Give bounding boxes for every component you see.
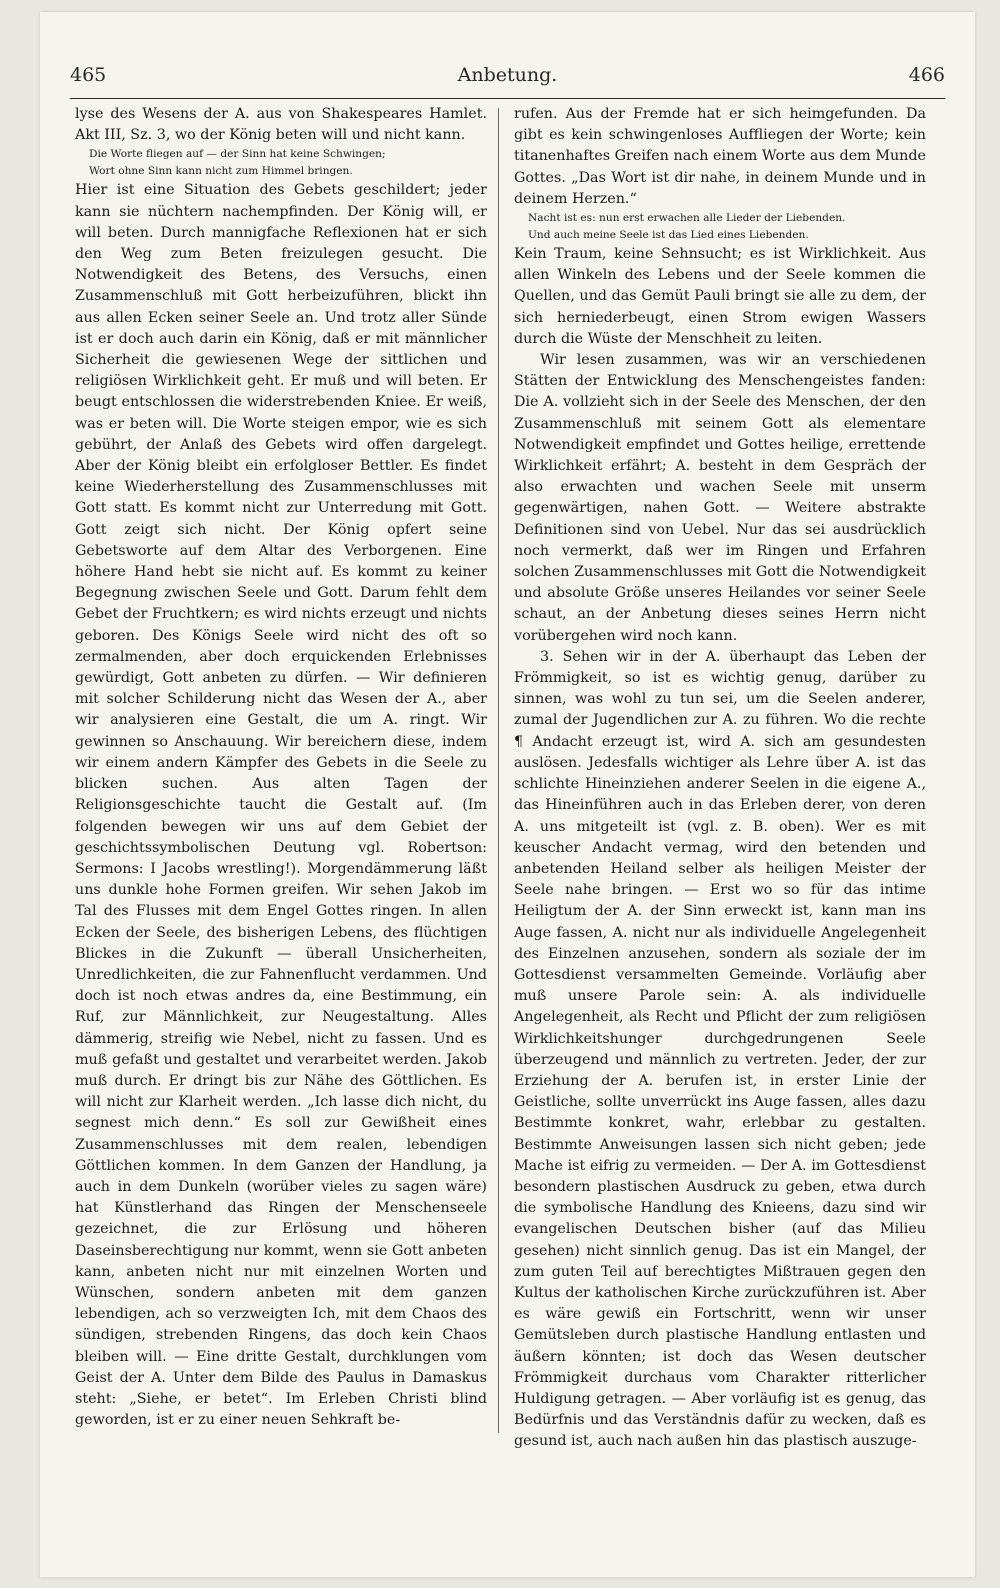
page-number-right: 466 [908, 64, 945, 86]
running-header [70, 64, 945, 94]
right-paragraph-2: Kein Traum, keine Sehnsucht; es ist Wirklichkeit. Aus allen Winkeln des Lebens und der Seele kommen die Quellen, und das Gemüt Pauli bringt sie alle zu dem, der sich herniederbeugt, einen Strom ewigen Wassers durch die Wüste der Menschheit zu leiten. [514, 246, 926, 347]
left-quote-line-1: Die Worte fliegen auf — der Sinn hat keine Schwingen; [89, 148, 386, 161]
page-number-left: 465 [70, 64, 107, 86]
column-divider [498, 108, 499, 1433]
right-column [514, 104, 926, 1453]
right-paragraph-3: Wir lesen zusammen, was wir an verschiedenen Stätten der Entwicklung des Menschengeistes fanden: Die A. vollzieht sich in der Seele des Menschen, der den Zusammenschluß mit seinem Gott als elementare Notwendigkeit empfindet und Gottes heilige, errettende Wirklichkeit erfährt; A. besteht in dem Gespräch der also erwachten und wachen Seele mit unserm gegenwärtigen, nahen Gott. — Weitere abstrakte Definitionen sind von Uebel. Nur das sei ausdrücklich noch vermerkt, daß wer im Ringen und Erfahren solchen Zusammenschlusses mit Gott die Notwendigkeit und absolute Größe unseres Heilandes vor seiner Seele schaut, an der Anbetung dieses seines Herrn nicht vorübergehen wird noch kann. [514, 352, 926, 644]
header-rule [70, 98, 945, 99]
right-quote-line-2: Und auch meine Seele ist das Lied eines Liebenden. [528, 229, 809, 242]
left-quote-line-2: Wort ohne Sinn kann nicht zum Himmel bringen. [89, 165, 353, 178]
left-paragraph-1: lyse des Wesens der A. aus von Shakespeares Hamlet. Akt III, Sz. 3, wo der König beten will und nicht kann. [75, 106, 487, 144]
running-title: Anbetung. [457, 64, 558, 86]
right-paragraph-1: rufen. Aus der Fremde hat er sich heimgefunden. Da gibt es kein schwingenloses Auffliegen der Worte; kein titanenhaftes Greifen nach einem Worte aus dem Munde Gottes. „Das Wort ist dir nahe, in deinem Munde und in deinem Herzen.“ [514, 106, 926, 207]
left-paragraph-2: Hier ist eine Situation des Gebets geschildert; jeder kann sie nüchtern nachempfinden. Der König will, er will beten. Durch mannigfache Reflexionen hat er sich den Weg zum Beten freizulegen gesucht. Die Notwendigkeit des Betens, des Versuchs, einen Zusammenschluß mit Gott herbeizuführen, blickt ihn aus allen Ecken seiner Seele an. Und trotz aller Sünde ist er doch auch darin ein König, daß er mit männlicher Sicherheit die gewiesenen Wege der sittlichen und religiösen Wirklichkeit geht. Er muß und will beten. Er beugt entschlossen die widerstrebenden Kniee. Er weiß, was er beten will. Die Worte steigen empor, wie es sich gebührt, der Anlaß des Gebets wird offen dargelegt. Aber der König bleibt ein erfolgloser Bettler. Es findet keine Wiederherstellung des Zusammenschlusses mit Gott statt. Es kommt nicht zur Unterredung mit Gott. Gott zeigt sich nicht. Der König opfert seine Gebetsworte auf dem Altar des Verborgenen. Eine höhere Hand hebt sie nicht auf. Es kommt zu keiner Begegnung zwischen Seele und Gott. Darum fehlt dem Gebet der Fruchtkern; es wird nichts erzeugt und nichts geboren. Des Königs Seele wird nicht des oft so zermalmenden, aber doch erquickenden Erlebnisses gewürdigt, Gott anbeten zu dürfen. — Wir definieren mit solcher Schilderung nicht das Wesen der A., aber wir analysieren eine Gestalt, die um A. ringt. Wir gewinnen so Anschauung. Wir bereichern diese, indem wir einem andern Kämpfer des Gebets in die Seele zu blicken suchen. Aus alten Tagen der Religionsgeschichte taucht die Gestalt auf. (Im folgenden bewegen wir uns auf dem Gebiet der geschichtssymbolischen Deutung vgl. Robertson: Sermons: I Jacobs wrestling!). Morgendämmerung läßt uns dunkle hohe Formen greifen. Wir sehen Jakob im Tal des Flusses mit dem Engel Gottes ringen. In allen Ecken der Seele, des bisherigen Lebens, des flüchtigen Blickes in die Zukunft — überall Unsicherheiten, Unredlichkeiten, die zur Fahnenflucht verdammen. Und doch ist noch etwas andres da, eine Bestimmung, ein Ruf, zur Männlichkeit, zur Neugestaltung. Alles dämmerig, streifig wie Nebel, nicht zu fassen. Und es muß gefaßt und gestaltet und verarbeitet werden. Jakob muß durch. Er dringt bis zur Nähe des Göttlichen. Es will nicht zur Klarheit werden. „Ich lasse dich nicht, du segnest mich denn.“ Es soll zur Gewißheit eines Zusammenschlusses mit dem realen, lebendigen Göttlichen kommen. In dem Ganzen der Handlung, ja auch in dem Dunkeln (worüber vieles zu sagen wäre) hat Künstlerhand das Ringen der Menschenseele gezeichnet, die zur Erlösung und höheren Daseinsberechtigung nur kommt, wenn sie Gott anbeten kann, anbeten nicht nur mit einzelnen Worten und Wünschen, sondern anbeten mit dem ganzen lebendigen, ach so verzweigten Ich, mit dem Chaos des sündigen, strebenden Ringens, das doch kein Chaos bleiben will. — Eine dritte Gestalt, durchklungen vom Geist der A. Unter dem Bilde des Paulus in Damaskus steht: „Siehe, er betet“. Im Erleben Christi blind geworden, ist er zu einer neuen Sehkraft be- [75, 182, 487, 1429]
left-column [75, 104, 487, 1431]
right-quote-line-1: Nacht ist es: nun erst erwachen alle Lieder der Liebenden. [528, 212, 846, 225]
right-paragraph-4: 3. Sehen wir in der A. überhaupt das Leben der Frömmigkeit, so ist es wichtig genug, darüber zu sinnen, was wohl zu tun sei, um die Seelen anderer, zumal der Jugendlichen zur A. zu führen. Wo die rechte ¶ Andacht erzeugt ist, wird A. sich am gesundesten auslösen. Jedesfalls wichtiger als Lehre über A. ist das schlichte Hineinziehen anderer Seelen in die eigene A., das Hineinführen auch in das Erleben derer, von deren A. uns mitgeteilt ist (vgl. z. B. oben). Wer es mit keuscher Andacht vermag, wird den betenden und anbetenden Heiland selber als heiligen Meister der Seele nahe bringen. — Erst wo so für das intime Heiligtum der A. der Sinn erweckt ist, kann man ins Auge fassen, A. nicht nur als individuelle Angelegenheit des Einzelnen anzusehen, sondern als soziale der im Gottesdienst versammelten Gemeinde. Vorläufig aber muß unsere Parole sein: A. als individuelle Angelegenheit, als Recht und Pflicht der zum religiösen Wirklichkeitshunger durchgedrungenen Seele überzeugend und männlich zu vertreten. Jeder, der zur Erziehung der A. berufen ist, in erster Linie der Geistliche, sollte unverrückt ins Auge fassen, alles dazu Bestimmte konkret, wahr, erlebbar zu gestalten. Bestimmte Anweisungen lassen sich nicht geben; jede Mache ist eifrig zu vermeiden. — Der A. im Gottesdienst besondern plastischen Ausdruck zu geben, etwa durch die symbolische Handlung des Knieens, dazu sind wir evangelischen Deutschen bisher (auf das Milieu gesehen) nicht sinnlich genug. Das ist ein Mangel, der zum guten Teil auf berechtigtes Mißtrauen gegen den Kultus der katholischen Kirche zurückzuführen ist. Aber es wäre gewiß ein Fortschritt, wenn wir unser Gemütsleben durch plastische Handlung entlasten und äußern könnten; ist doch das Wesen deutscher Frömmigkeit durchaus vom Charakter ritterlicher Huldigung getragen. — Aber vorläufig ist es genug, das Bedürfnis und das Verständnis dafür zu wecken, daß es gesund ist, auch nach außen hin das plastisch auszuge- [514, 648, 926, 1450]
book-page [40, 12, 975, 1577]
